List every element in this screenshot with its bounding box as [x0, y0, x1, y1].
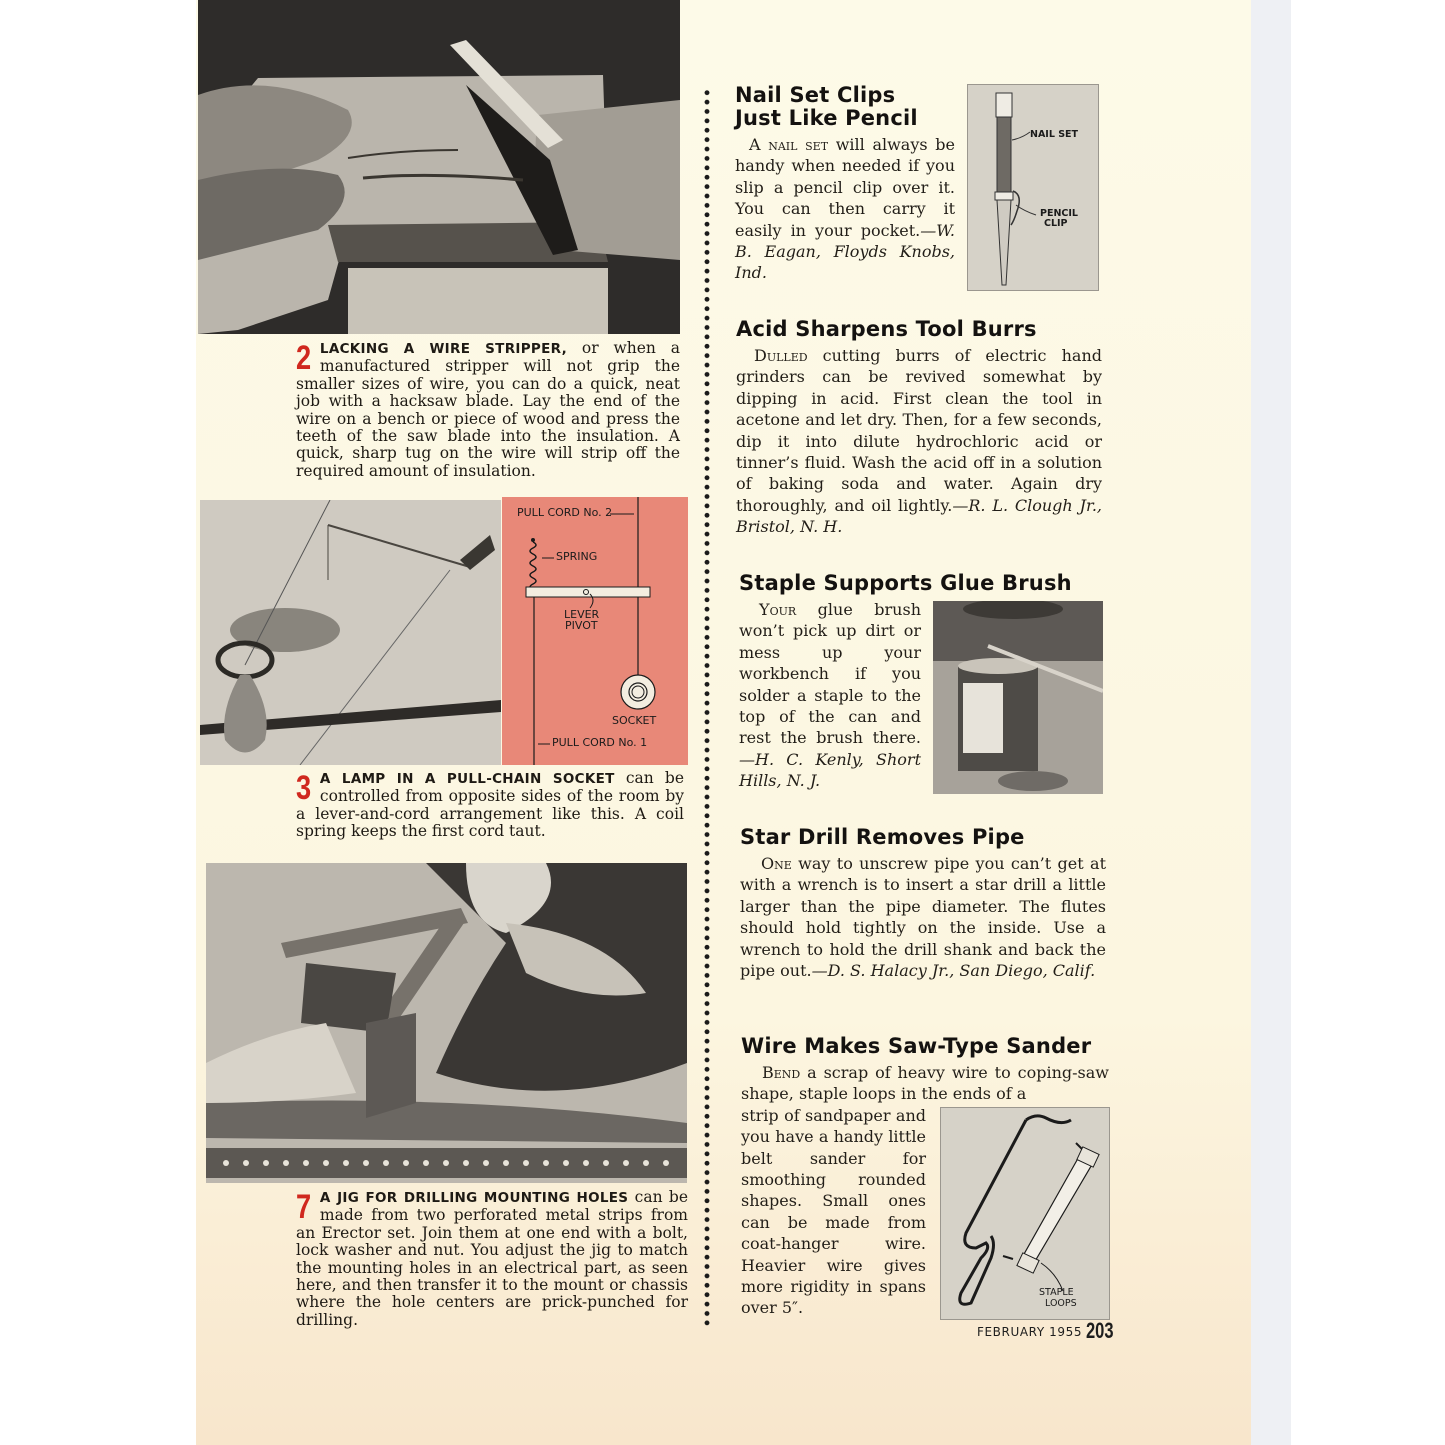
caption-text: can be made from two perforated metal strips from an Erector set. Join them at one end with a bolt, lock washer and nut. You adjust the jig to match the mounting holes in an electrical part, as seen here, and then transfer it to the mount or chassis where the hole centers are prick-punched for drilling.: [296, 1188, 689, 1329]
label-spring: SPRING: [556, 550, 598, 563]
caption-lead: A JIG FOR DRILLING MOUNTING HOLES: [319, 1190, 629, 1206]
article-body: Your glue brush won’t pick up dirt or mess up your workbench if you solder a staple to the top of the can and rest the brush there.—H. C. Kenly, Short Hills, N. J.: [739, 600, 921, 791]
caption-number: 3: [296, 769, 312, 807]
column-divider: [704, 88, 710, 1328]
article-star-drill: [740, 826, 1106, 981]
caption-number: 2: [296, 339, 312, 377]
caption-drilling-jig: [296, 1189, 688, 1329]
caption-lead: LACKING A WIRE STRIPPER,: [319, 341, 567, 357]
caption-text: or when a manufactured stripper will not grip the smaller sizes of wire, you can do a quick, neat job with a hacksaw blade. Lay the end of the wire on a bench or piece of wood and press the teeth of the saw blade into the insulation. A quick, sharp tug on the wire will strip off the required amount of insulation.: [296, 339, 681, 480]
caption-wire-stripper: [296, 340, 680, 480]
issue-date: FEBRUARY 1955: [977, 1325, 1083, 1339]
scan-margin: [1251, 0, 1291, 1445]
article-acid-burrs: [736, 318, 1102, 538]
article-title: Star Drill Removes Pipe: [740, 825, 1025, 849]
label-lever: LEVER: [564, 608, 600, 621]
photo-wire-stripping: [198, 0, 680, 334]
label-staple: STAPLE: [1039, 1287, 1074, 1298]
label-loops: LOOPS: [1045, 1298, 1077, 1309]
figure-wire-sander: [940, 1107, 1110, 1320]
article-title: Wire Makes Saw-Type Sander: [741, 1034, 1092, 1058]
label-nail-set: NAIL SET: [1030, 129, 1079, 140]
label-pencil: PENCIL: [1040, 208, 1078, 219]
caption-lead: A LAMP IN A PULL-CHAIN SOCKET: [319, 771, 615, 787]
label-clip: CLIP: [1044, 218, 1068, 229]
photo-glue-can: [933, 601, 1103, 794]
photo-pull-chain-lamp: [200, 500, 501, 765]
label-pull-cord-1: PULL CORD No. 1: [552, 736, 648, 749]
page-number: 203: [1086, 1318, 1114, 1343]
article-body-side: strip of sandpaper and you have a handy little belt sander for smoothing rounded shapes. Small ones can be made from coat-hanger wire. Heavier wire gives more rigidity in spans over 5″.: [741, 1105, 926, 1318]
page-footer: [977, 1318, 1123, 1344]
article-title: Acid Sharpens Tool Burrs: [736, 317, 1037, 341]
label-pivot: PIVOT: [565, 619, 598, 632]
article-nail-set: [735, 84, 955, 284]
caption-pull-chain: [296, 770, 684, 841]
diagram-pull-cord: [502, 497, 688, 765]
caption-text: can be controlled from opposite sides of the room by a lever-and-cord arrangement like this. A coil spring keeps the first cord taut.: [296, 769, 685, 841]
label-pull-cord-2: PULL CORD No. 2: [517, 506, 613, 519]
article-title: Staple Supports Glue Brush: [739, 571, 1072, 595]
article-body: A nail set will always be handy when needed if you slip a pencil clip over it. You can then carry it easily in your pocket.—W. B. Eagan, Floyds Knobs, Ind.: [735, 135, 955, 283]
article-body-top: Bend a scrap of heavy wire to coping-saw shape, staple loops in the ends of a: [741, 1063, 1109, 1104]
figure-nail-set: [967, 84, 1099, 291]
article-title: Nail Set Clips Just Like Pencil: [735, 83, 918, 130]
article-body: Dulled cutting burrs of electric hand grinders can be revived somewhat by dipping in acid. First clean the tool in acetone and let dry. Then, for a few seconds, dip it into dilute hydrochloric acid or tinner’s fluid. Wash the acid off in a solution of baking soda and water. Again dry thoroughly, and oil lightly.—R. L. Clough Jr., Bristol, N. H.: [736, 346, 1103, 537]
photo-drilling-jig: [206, 863, 687, 1183]
label-socket: SOCKET: [612, 714, 657, 727]
caption-number: 7: [296, 1188, 312, 1226]
article-body: One way to unscrew pipe you can’t get at with a wrench is to insert a star drill a little larger than the pipe diameter. The flutes should hold tightly on the inside. Use a wrench to hold the drill shank and back the pipe out.—D. S. Halacy Jr., San Diego, Calif.: [740, 854, 1106, 981]
